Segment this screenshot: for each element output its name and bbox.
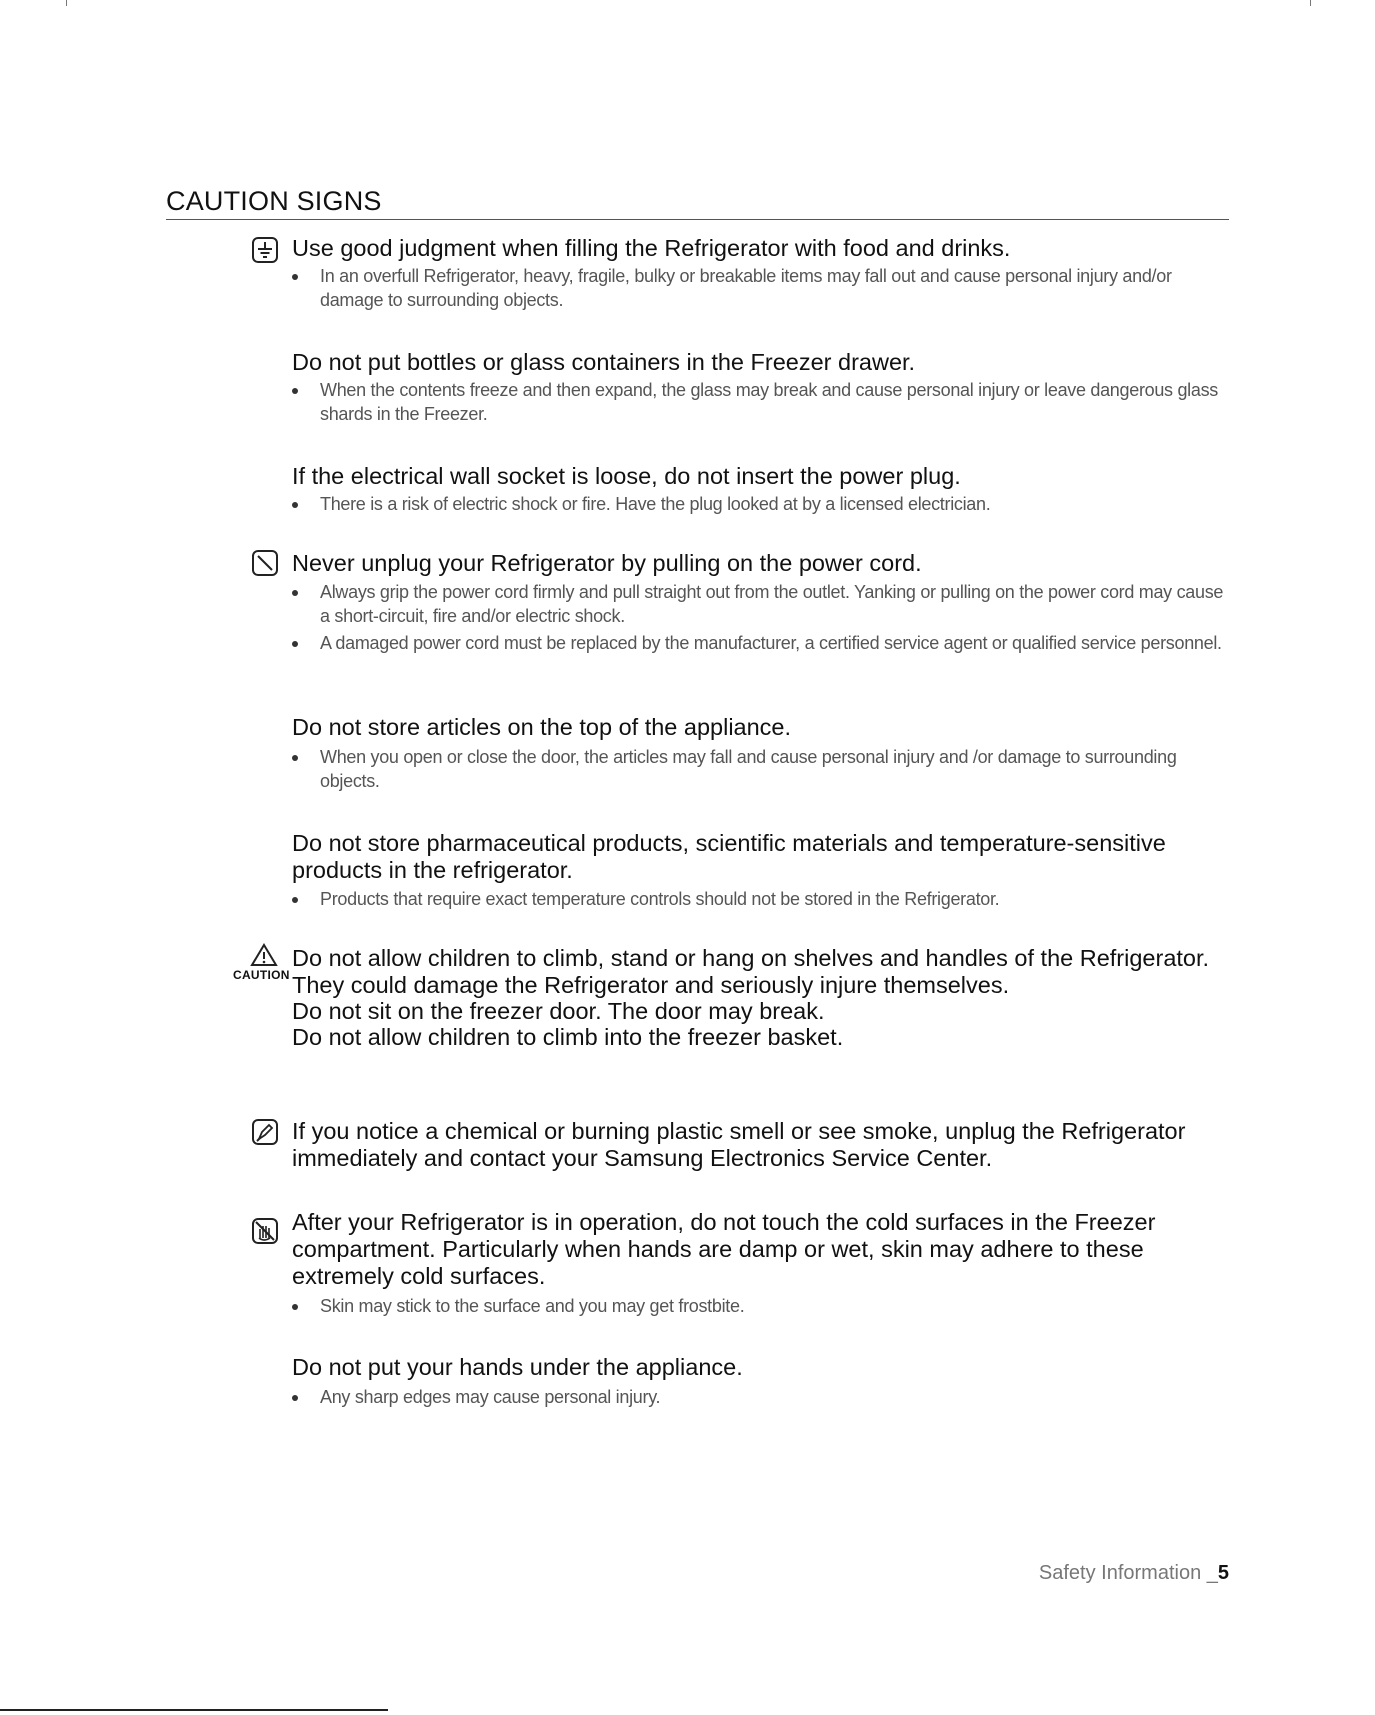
- heading-socket: If the electrical wall socket is loose, do not insert the power plug.: [292, 463, 961, 489]
- bullet-unplug-2: [292, 631, 1232, 655]
- bullet-text: Skin may stick to the surface and you may get frostbite.: [320, 1296, 745, 1316]
- bullet-text: When you open or close the door, the articles may fall and cause personal injury and /or damage to surrounding objects.: [320, 747, 1177, 791]
- page-footer: [1039, 1562, 1229, 1585]
- heading-cold-surfaces: After your Refrigerator is in operation, do not touch the cold surfaces in the Freezer compartment. Particularly when hands are damp or wet, skin may adhere to these extremely cold surfaces.: [292, 1209, 1156, 1289]
- caution-label: CAUTION: [233, 968, 290, 982]
- bullet-text: In an overfull Refrigerator, heavy, fragile, bulky or breakable items may fall out and cause personal injury and/or damage to surrounding objects.: [320, 266, 1172, 310]
- heading-bottles: Do not put bottles or glass containers in the Freezer drawer.: [292, 349, 916, 375]
- heading-hands-under: Do not put your hands under the appliance.: [292, 1354, 743, 1380]
- bullet-text: Products that require exact temperature controls should not be stored in the Refrigerator.: [320, 889, 1000, 909]
- section-rule: [166, 219, 1229, 220]
- bullet-socket: [292, 492, 1232, 516]
- bullet-filling: [292, 264, 1232, 312]
- bullet-text: Any sharp edges may cause personal injury.: [320, 1387, 661, 1407]
- heading-freezer-basket: Do not allow children to climb into the freezer basket.: [292, 1024, 844, 1050]
- heading-chemical-smell: If you notice a chemical or burning plastic smell or see smoke, unplug the Refrigerator immediately and contact your Samsung Electronics Service Center.: [292, 1118, 1186, 1171]
- scan-edge-mark-left: [66, 0, 67, 6]
- heading-filling: Use good judgment when filling the Refrigerator with food and drinks.: [292, 235, 1011, 261]
- heading-top-articles: Do not store articles on the top of the appliance.: [292, 714, 792, 740]
- bullet-cold-surfaces: [292, 1294, 1232, 1318]
- footer-label: Safety Information _: [1038, 1562, 1218, 1584]
- bullet-text: A damaged power cord must be replaced by the manufacturer, a certified service agent or qualified service personnel.: [320, 633, 1222, 653]
- unplug-icon: [252, 1119, 278, 1150]
- scan-bottom-line: [0, 1709, 388, 1711]
- bullet-text: Always grip the power cord firmly and pull straight out from the outlet. Yanking or pulling on the power cord may cause a short-circuit, fire and/or electric shock.: [320, 582, 1224, 626]
- section-title: CAUTION SIGNS: [166, 186, 382, 216]
- bullet-text: There is a risk of electric shock or fire. Have the plug looked at by a licensed electrician.: [320, 494, 991, 514]
- bullet-bottles: [292, 378, 1232, 426]
- bullet-hands-under: [292, 1385, 1232, 1409]
- bullet-unplug-1: [292, 580, 1232, 628]
- prohibited-icon: [252, 550, 278, 581]
- ground-icon: [252, 237, 278, 268]
- heading-freezer-door: Do not sit on the freezer door. The door may break.: [292, 998, 825, 1024]
- page-number: 5: [1217, 1562, 1229, 1584]
- scan-edge-mark-right: [1310, 0, 1311, 6]
- heading-pharmaceutical: Do not store pharmaceutical products, scientific materials and temperature-sensitive products in the refrigerator.: [292, 830, 1166, 883]
- heading-children-climb: Do not allow children to climb, stand or hang on shelves and handles of the Refrigerator. They could damage the Refrigerator and seriously injure themselves.: [292, 945, 1210, 998]
- bullet-top-articles: [292, 745, 1232, 793]
- heading-unplug: Never unplug your Refrigerator by pulling on the power cord.: [292, 550, 922, 576]
- no-touch-icon: [252, 1218, 278, 1251]
- bullet-text: When the contents freeze and then expand, the glass may break and cause personal injury or leave dangerous glass shards in the Freezer.: [320, 380, 1218, 424]
- bullet-pharmaceutical: [292, 887, 1232, 911]
